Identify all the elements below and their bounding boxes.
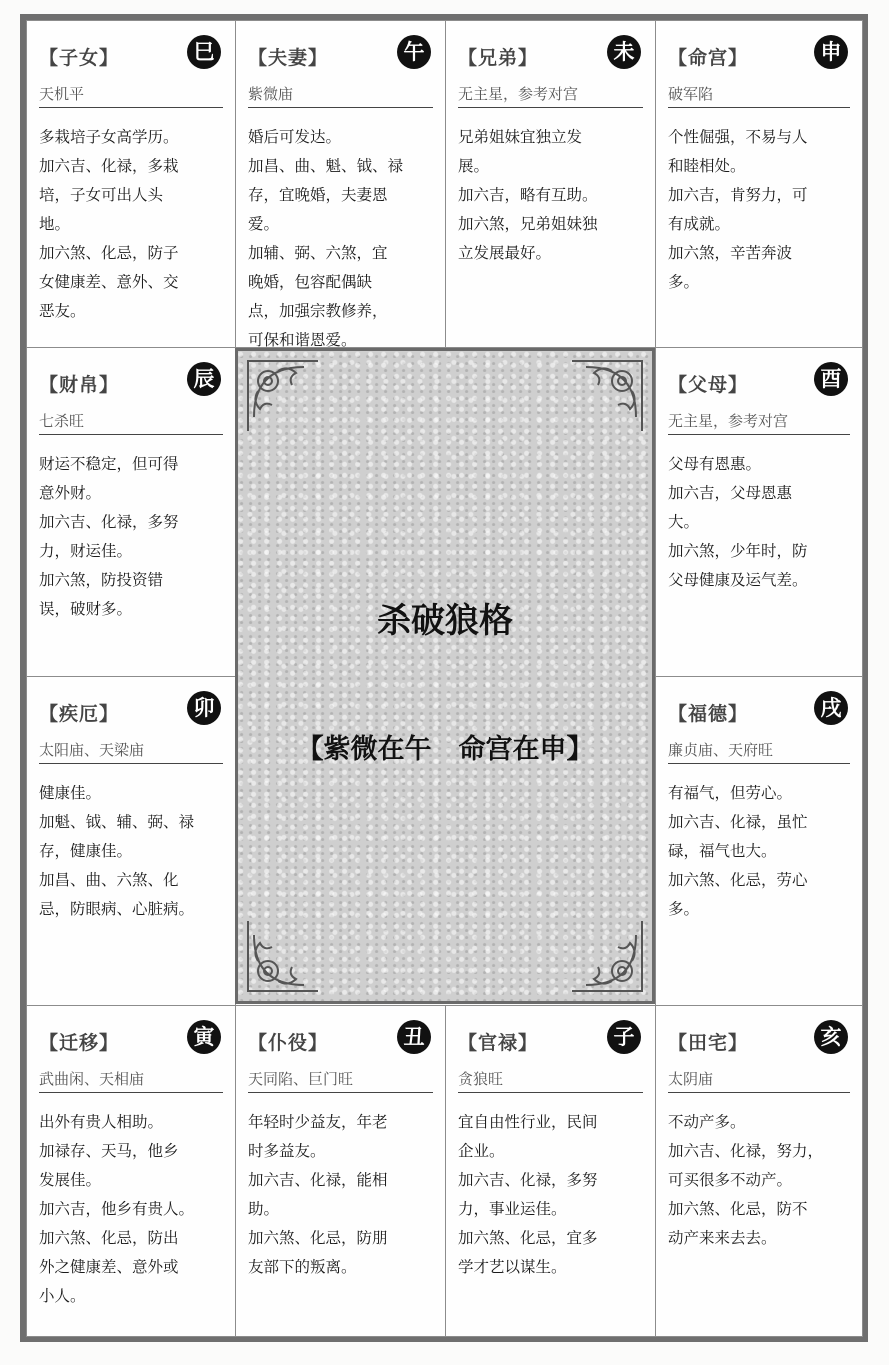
description-line: 婚后可发达。	[248, 128, 342, 146]
earthly-branch-badge: 巳	[187, 35, 221, 69]
description-line: 加六煞、化忌，防子	[39, 244, 179, 262]
palace-title: 【迁移】	[39, 1032, 120, 1054]
palace-minggong	[655, 20, 863, 348]
description-line: 忌，防眼病、心脏病。	[39, 900, 195, 918]
description-line: 误，破财多。	[39, 600, 133, 618]
earthly-branch-badge: 午	[397, 35, 431, 69]
description-line: 恶友。	[39, 302, 86, 320]
palace-stars: 天机平	[39, 83, 223, 108]
center-panel	[235, 348, 655, 1004]
corner-ornament-icon	[244, 917, 322, 995]
palace-title: 【父母】	[668, 374, 749, 396]
earthly-branch-badge: 丑	[397, 1020, 431, 1054]
palace-description	[668, 779, 852, 924]
description-line: 加魁、钺、辅、弼、禄	[39, 813, 195, 831]
description-line: 企业。	[458, 1142, 505, 1160]
palace-description	[668, 450, 852, 595]
earthly-branch-badge: 未	[607, 35, 641, 69]
palace-title: 【福德】	[668, 703, 749, 725]
description-line: 碌，福气也大。	[668, 842, 777, 860]
earthly-branch-badge: 辰	[187, 362, 221, 396]
description-line: 出外有贵人相助。	[39, 1113, 164, 1131]
description-line: 时多益友。	[248, 1142, 326, 1160]
description-line: 个性倔强，不易与人	[668, 128, 808, 146]
description-line: 父母有恩惠。	[668, 455, 762, 473]
description-line: 有福气，但劳心。	[668, 784, 793, 802]
palace-tianzhai	[655, 1005, 863, 1337]
palace-puyi	[235, 1005, 446, 1337]
description-line: 加辅、弼、六煞，宜	[248, 244, 388, 262]
palace-description	[668, 123, 852, 297]
palace-description	[458, 123, 645, 268]
palace-stars: 武曲闲、天相庙	[39, 1068, 223, 1093]
palace-caibo	[26, 347, 236, 677]
description-line: 发展佳。	[39, 1171, 102, 1189]
description-line: 加六吉，父母恩惠	[668, 484, 793, 502]
description-line: 加六煞，辛苦奔波	[668, 244, 793, 262]
palace-title: 【仆役】	[248, 1032, 329, 1054]
description-line: 动产来来去去。	[668, 1229, 777, 1247]
description-line: 可买很多不动产。	[668, 1171, 793, 1189]
earthly-branch-badge: 申	[814, 35, 848, 69]
palace-fuqi	[235, 20, 446, 348]
description-line: 女健康差、意外、交	[39, 273, 179, 291]
description-line: 加六煞，少年时，防	[668, 542, 808, 560]
palace-title: 【官禄】	[458, 1032, 539, 1054]
description-line: 晚婚，包容配偶缺	[248, 273, 373, 291]
description-line: 友部下的叛离。	[248, 1258, 357, 1276]
palace-jie	[26, 676, 236, 1006]
palace-stars: 无主星，参考对宫	[668, 410, 850, 435]
palace-stars: 破军陷	[668, 83, 850, 108]
palace-stars: 紫微庙	[248, 83, 433, 108]
description-line: 加六吉、化禄，多努	[458, 1171, 598, 1189]
description-line: 加六煞，防投资错	[39, 571, 164, 589]
description-line: 爱。	[248, 215, 280, 233]
palace-title: 【兄弟】	[458, 47, 539, 69]
palace-zinv	[26, 20, 236, 348]
palace-stars: 七杀旺	[39, 410, 223, 435]
description-line: 力，事业运佳。	[458, 1200, 567, 1218]
description-line: 和睦相处。	[668, 157, 746, 175]
palace-guanlu	[445, 1005, 656, 1337]
palace-description	[39, 123, 225, 326]
palace-title: 【财帛】	[39, 374, 120, 396]
palace-description	[39, 1108, 225, 1311]
earthly-branch-badge: 亥	[814, 1020, 848, 1054]
pattern-subtitle: 【紫微在午 命宫在申】	[296, 734, 594, 765]
palace-qianyi	[26, 1005, 236, 1337]
palace-stars: 贪狼旺	[458, 1068, 643, 1093]
palace-stars: 天同陷、巨门旺	[248, 1068, 433, 1093]
palace-title: 【夫妻】	[248, 47, 329, 69]
pattern-title: 杀破狼格	[377, 601, 513, 641]
palace-title: 【疾厄】	[39, 703, 120, 725]
description-line: 加六煞、化忌，防朋	[248, 1229, 388, 1247]
description-line: 加六煞，兄弟姐妹独	[458, 215, 598, 233]
palace-fumu	[655, 347, 863, 677]
description-line: 点，加强宗教修养，	[248, 302, 388, 320]
description-line: 力，财运佳。	[39, 542, 133, 560]
palace-stars: 廉贞庙、天府旺	[668, 739, 850, 764]
earthly-branch-badge: 寅	[187, 1020, 221, 1054]
earthly-branch-badge: 酉	[814, 362, 848, 396]
palace-description	[668, 1108, 852, 1253]
description-line: 加六吉，他乡有贵人。	[39, 1200, 195, 1218]
description-line: 存，宜晚婚，夫妻恩	[248, 186, 388, 204]
earthly-branch-badge: 卯	[187, 691, 221, 725]
palace-description	[39, 779, 225, 924]
description-line: 加六吉、化禄，多努	[39, 513, 179, 531]
description-line: 兄弟姐妹宜独立发	[458, 128, 583, 146]
description-line: 有成就。	[668, 215, 731, 233]
description-line: 加六吉，肯努力，可	[668, 186, 808, 204]
description-line: 多。	[668, 273, 700, 291]
description-line: 加六吉、化禄，能相	[248, 1171, 388, 1189]
description-line: 加禄存、天马，他乡	[39, 1142, 179, 1160]
palace-title: 【子女】	[39, 47, 120, 69]
palace-description	[248, 123, 435, 348]
palace-title: 【田宅】	[668, 1032, 749, 1054]
description-line: 年轻时少益友，年老	[248, 1113, 388, 1131]
corner-ornament-icon	[244, 357, 322, 435]
description-line: 加六煞、化忌，防出	[39, 1229, 179, 1247]
earthly-branch-badge: 子	[607, 1020, 641, 1054]
description-line: 父母健康及运气差。	[668, 571, 808, 589]
description-line: 加六吉、化禄，努力，	[668, 1142, 824, 1160]
palace-stars: 无主星，参考对宫	[458, 83, 643, 108]
description-line: 加六煞、化忌，劳心	[668, 871, 808, 889]
palace-description	[39, 450, 225, 624]
description-line: 培，子女可出人头	[39, 186, 164, 204]
palace-description	[248, 1108, 435, 1282]
description-line: 地。	[39, 215, 71, 233]
earthly-branch-badge: 戌	[814, 691, 848, 725]
description-line: 财运不稳定，但可得	[39, 455, 179, 473]
palace-xiongdi	[445, 20, 656, 348]
corner-ornament-icon	[568, 357, 646, 435]
palace-stars: 太阳庙、天梁庙	[39, 739, 223, 764]
description-line: 加六吉、化禄，虽忙	[668, 813, 808, 831]
description-line: 可保和谐恩爱。	[248, 331, 357, 348]
description-line: 多栽培子女高学历。	[39, 128, 179, 146]
description-line: 多。	[668, 900, 700, 918]
description-line: 外之健康差、意外或	[39, 1258, 179, 1276]
corner-ornament-icon	[568, 917, 646, 995]
palace-fude	[655, 676, 863, 1006]
description-line: 小人。	[39, 1287, 86, 1305]
description-line: 展。	[458, 157, 490, 175]
description-line: 意外财。	[39, 484, 102, 502]
description-line: 学才艺以谋生。	[458, 1258, 567, 1276]
description-line: 加六煞、化忌，防不	[668, 1200, 808, 1218]
description-line: 加六吉、化禄，多栽	[39, 157, 179, 175]
palace-description	[458, 1108, 645, 1282]
description-line: 大。	[668, 513, 700, 531]
description-line: 不动产多。	[668, 1113, 746, 1131]
description-line: 加昌、曲、魁、钺、禄	[248, 157, 404, 175]
palace-stars: 太阴庙	[668, 1068, 850, 1093]
description-line: 立发展最好。	[458, 244, 552, 262]
description-line: 助。	[248, 1200, 280, 1218]
description-line: 加六吉，略有互助。	[458, 186, 598, 204]
description-line: 加六煞、化忌，宜多	[458, 1229, 598, 1247]
palace-title: 【命宫】	[668, 47, 749, 69]
description-line: 存，健康佳。	[39, 842, 133, 860]
description-line: 加昌、曲、六煞、化	[39, 871, 179, 889]
description-line: 健康佳。	[39, 784, 102, 802]
description-line: 宜自由性行业，民间	[458, 1113, 598, 1131]
